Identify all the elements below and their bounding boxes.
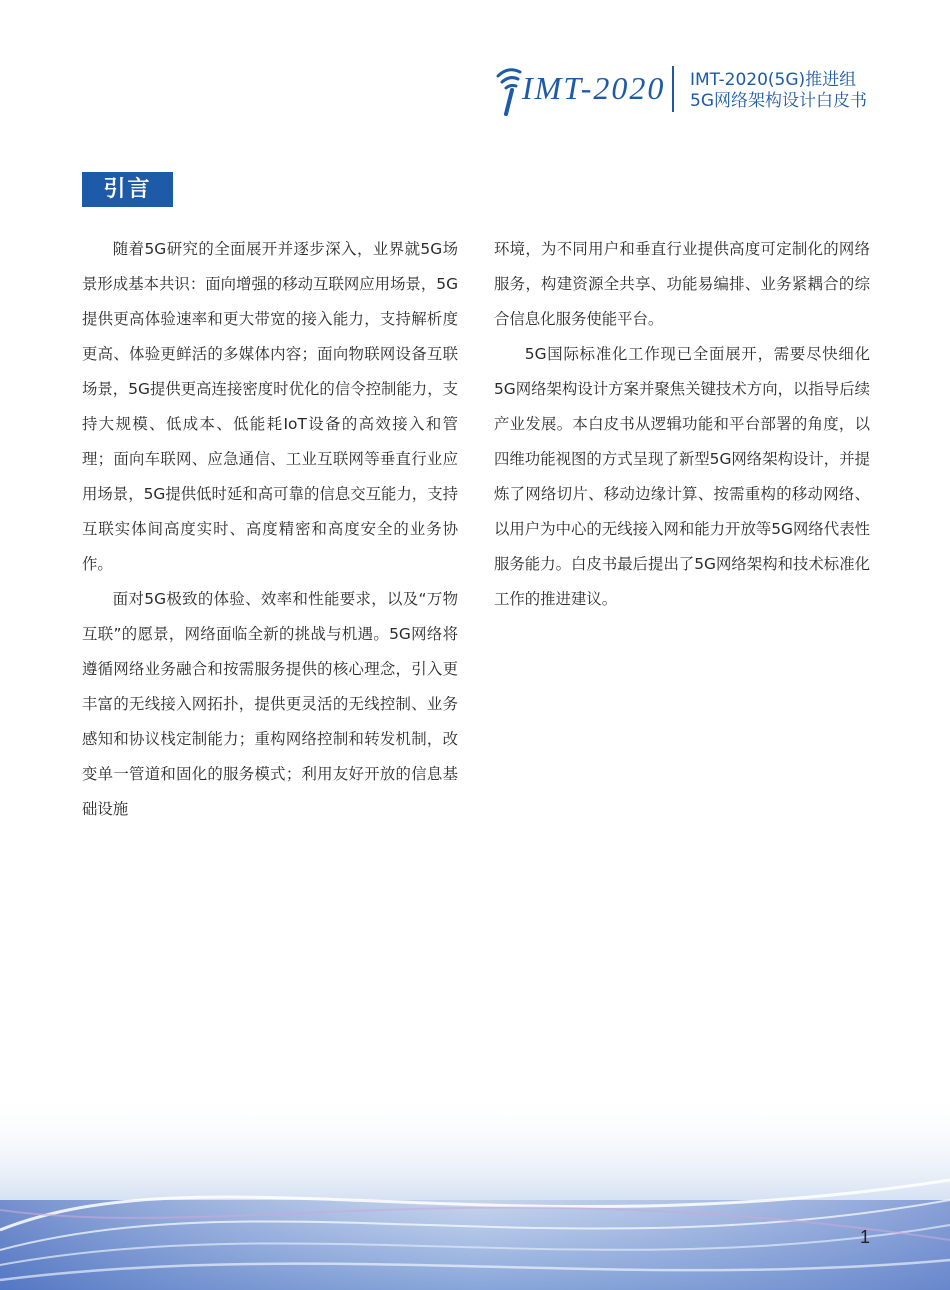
left-column <box>82 232 458 827</box>
page-header <box>492 62 892 122</box>
right-column <box>494 232 870 617</box>
logo-text: IMT-2020 <box>522 70 666 106</box>
page-number: 1 <box>859 1227 870 1247</box>
paragraph: 随着5G研究的全面展开并逐步深入，业界就5G场景形成基本共识：面向增强的移动互联网应用场景，5G提供更高体验速率和更大带宽的接入能力，支持解析度更高、体验更鲜活的多媒体内容；面向物联网设备互联场景，5G提供更高连接密度时优化的信令控制能力，支持大规模、低成本、低能耗IoT设备的高效接入和管理；面向车联网、应急通信、工业互联网等垂直行业应用场景，5G提供低时延和高可靠的信息交互能力，支持互联实体间高度实时、高度精密和高度安全的业务协作。 <box>82 240 458 573</box>
header-text <box>690 70 867 112</box>
paragraph-continuation: 环境，为不同用户和垂直行业提供高度可定制化的网络服务，构建资源全共享、功能易编排、业务紧耦合的综合信息化服务使能平台。 <box>494 240 870 328</box>
document-title: 5G网络架构设计白皮书 <box>690 91 867 111</box>
header-divider <box>672 66 674 112</box>
decorative-wave-footer <box>0 1090 950 1290</box>
paragraph: 面对5G极致的体验、效率和性能要求，以及“万物互联”的愿景，网络面临全新的挑战与机遇。5G网络将遵循网络业务融合和按需服务提供的核心理念，引入更丰富的无线接入网拓扑，提供更灵活的无线控制、业务感知和协议栈定制能力；重构网络控制和转发机制，改变单一管道和固化的服务模式；利用友好开放的信息基础设施 <box>82 590 458 818</box>
imt-2020-logo <box>492 62 666 118</box>
section-title: 引言 <box>82 172 173 207</box>
org-name: IMT-2020(5G)推进组 <box>690 70 857 90</box>
paragraph: 5G国际标准化工作现已全面展开，需要尽快细化5G网络架构设计方案并聚焦关键技术方向，以指导后续产业发展。本白皮书从逻辑功能和平台部署的角度，以四维功能视图的方式呈现了新型5G网络架构设计，并提炼了网络切片、移动边缘计算、按需重构的移动网络、以用户为中心的无线接入网和能力开放等5G网络代表性服务能力。白皮书最后提出了5G网络架构和技术标准化工作的推进建议。 <box>494 345 870 608</box>
